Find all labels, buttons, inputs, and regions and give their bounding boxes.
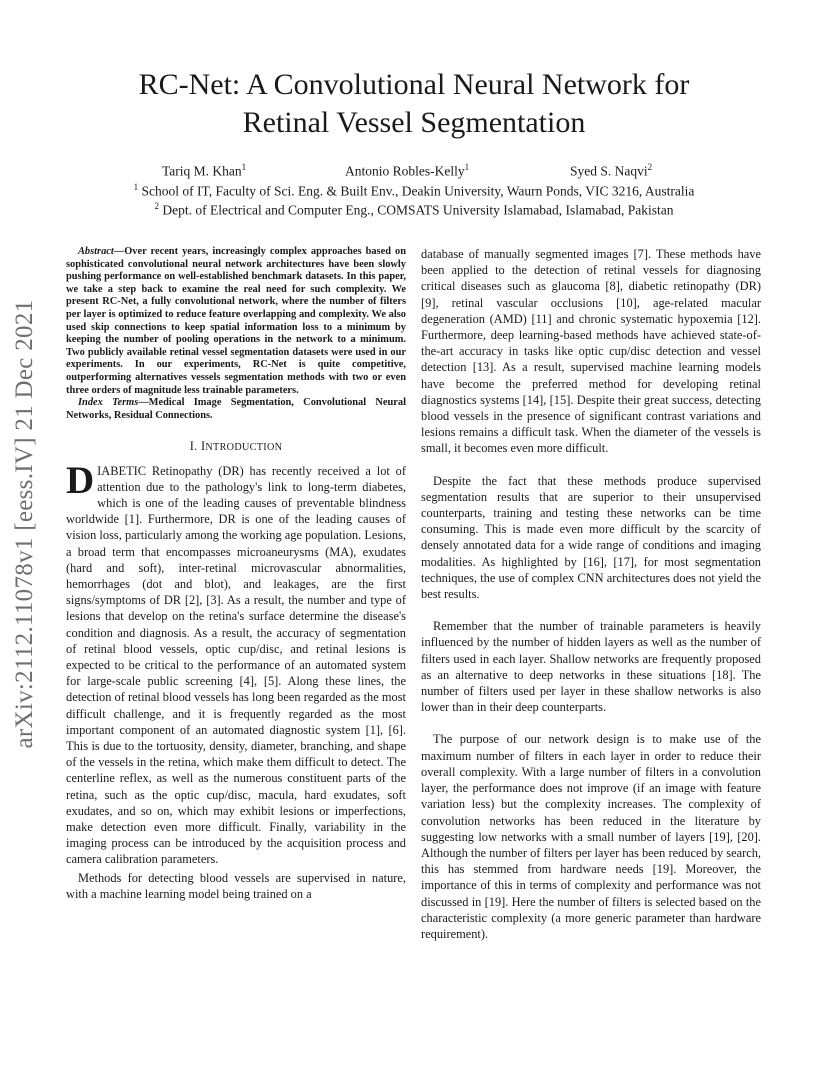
author-name: Tariq M. Khan — [162, 163, 242, 179]
body-paragraph-4: The purpose of our network design is to make use of the maximum number of filters in each layer in order to reduce their overall complexity. With a large number of filters in a convolution layer, the performance does not improve (if an image with feature variation less) but the complexity increases. The complexity of convolution networks has been reduced in the literature by suggesting low networks with a small number of layers [19], [20]. Although the number of filters per layer has been reduced by search, this has stemmed from hardware needs [19]. Moreover, the importance of this in terms of complexity and performance was not discussed in [19]. Here the number of filters is selected based on the characteristic complexity (a more generic parameter than hardware requirement). — [421, 732, 761, 941]
author-name: Antonio Robles-Kelly — [345, 163, 465, 179]
author-affil-mark: 2 — [647, 162, 653, 172]
section-title-rest: NTRODUCTION — [205, 442, 283, 454]
affil-mark: 1 — [133, 182, 139, 192]
body-paragraph-3: Remember that the number of trainable parameters is heavily influenced by the number of hidden layers as well as the number of filters used in each layer. Shallow networks are frequently proposed as an alternative to deep networks in these situations [18]. The number of filters used per layer in these shallow networks is also lower than in their deep counterparts. — [421, 619, 761, 715]
body-paragraph-2: Despite the fact that these methods produce supervised segmentation results that are superior to their unsupervised counterparts, training and testing these networks can be time consuming. This is made even more difficult by the scarcity of densely annotated data for a wide range of conditions and imaging modalities. As highlighted by [16], [17], for most segmentation techniques, the use of complex CNN architectures does not yield the best results. — [421, 473, 761, 602]
author-2 — [345, 162, 469, 180]
paper-title — [0, 66, 828, 142]
section-heading-introduction — [66, 438, 406, 456]
affil-text: Dept. of Electrical and Computer Eng., COMSATS University Islamabad, Islamabad, Pakistan — [162, 202, 674, 218]
index-terms-label: Index Terms — [78, 397, 139, 409]
abstract-label: Abstract — [78, 246, 114, 257]
right-column — [421, 246, 761, 942]
author-affil-mark: 1 — [464, 162, 470, 172]
body-paragraph-1: database of manually segmented images [7]. These methods have been applied to the detection of retinal vessels for diagnosing critical diseases such as glaucoma [8], diabetic retinopathy (DR) [9], retinal vascular occlusions [10], age-related macular degeneration (AMD) [11] and chronic systematic hypoxemia [12]. Furthermore, deep learning-based methods have achieved state-of-the-art accuracy in tasks like optic cup/disc detection and vessel detection [13]. As a result, supervised machine learning models have become the preferred method for developing retinal diagnostics systems [14], [15]. Despite their great success, detecting blood vessels in the presence of significant contrast variations and lesions remains a difficult task. When the diameter of the vessels is small, it becomes even more difficult. — [421, 247, 761, 456]
affiliation-1 — [0, 182, 828, 200]
affil-mark: 2 — [154, 201, 160, 211]
drop-cap: D — [66, 458, 95, 502]
index-terms — [66, 397, 406, 422]
section-title-cap: I — [200, 439, 206, 454]
abstract — [66, 246, 406, 397]
affil-text: School of IT, Faculty of Sci. Eng. & Built Env., Deakin University, Waurn Ponds, VIC 3216, Australia — [141, 183, 695, 199]
index-terms-text: —Medical Image Segmentation, Convolutional Neural Networks, Residual Connections. — [66, 397, 406, 421]
intro-paragraph-1-text: IABETIC Retinopathy (DR) has recently received a lot of attention due to the pathology's link to long-term diabetes, which is one of the leading causes of preventable blindness worldwide [1]. Furthermore, DR is one of the leading causes of vision loss, particularly among the working age population. Lesions, a broad term that encompasses microaneurysms (MA), exudates (hard and soft), inter-retinal microvascular abnormalities, hemorrhages (dot and blot), and leakages, are the first signs/symptoms of DR [2], [3]. As a result, the number and type of lesions that develop on the retina's surface determine the disease's condition and diagnosis. As a result, the accuracy of segmentation of retinal blood vessels, optic cup/disc, and retinal lesions is expected to be critical to the performance of an automated system for large-scale public screening [4], [5]. Along these lines, the detection of retinal blood vessels has long been regarded as the most difficult challenge, and it is frequently regarded as the most important component of an automated diagnostic system [1], [6]. This is due to the tortuosity, density, diameter, branching, and shape of the vessels in the retina, which make them difficult to detect. The centerline reflex, as well as the numerous constituent parts of the retina, such as the optic cup/disc, macula, hard exudates, soft exudates, and so on, which may exhibit lesions or imperfections, make detection even more difficult. Finally, variability in the imaging process can be introduced by the acquisition process and camera calibration parameters. — [66, 463, 406, 867]
author-name: Syed S. Naqvi — [570, 163, 648, 179]
intro-paragraph-1 — [66, 458, 406, 868]
author-3 — [570, 162, 652, 180]
author-1 — [162, 162, 246, 180]
title-line-1: RC-Net: A Convolutional Neural Network for — [138, 68, 690, 101]
title-line-2: Retinal Vessel Segmentation — [242, 106, 586, 139]
arxiv-identifier: arXiv:2112.11078v1 [eess.IV] 21 Dec 2021 — [11, 299, 38, 749]
section-number: I. — [189, 439, 198, 454]
abstract-text: —Over recent years, increasingly complex approaches based on sophisticated convolutional neural network architectures have been slowly pushing performance on well-established benchmark datasets. In this paper, we take a step back to examine the real need for such complexity. We present RC-Net, a fully convolutional network, where the number of filters per layer is optimized to reduce feature overlapping and complexity. We also used skip connections to keep spatial information loss to a minimum by keeping the number of pooling operations in the network to a minimum. Two publicly available retinal vessel segmentation datasets were used in our experiments. In our experiments, RC-Net is quite competitive, outperforming alternatives vessels segmentation methods with two or even three orders of magnitude less trainable parameters. — [66, 246, 406, 396]
intro-paragraph-2: Methods for detecting blood vessels are supervised in nature, with a machine learning model being trained on a — [66, 870, 406, 901]
affiliation-2 — [0, 201, 828, 219]
author-affil-mark: 1 — [241, 162, 247, 172]
left-column — [66, 246, 406, 902]
